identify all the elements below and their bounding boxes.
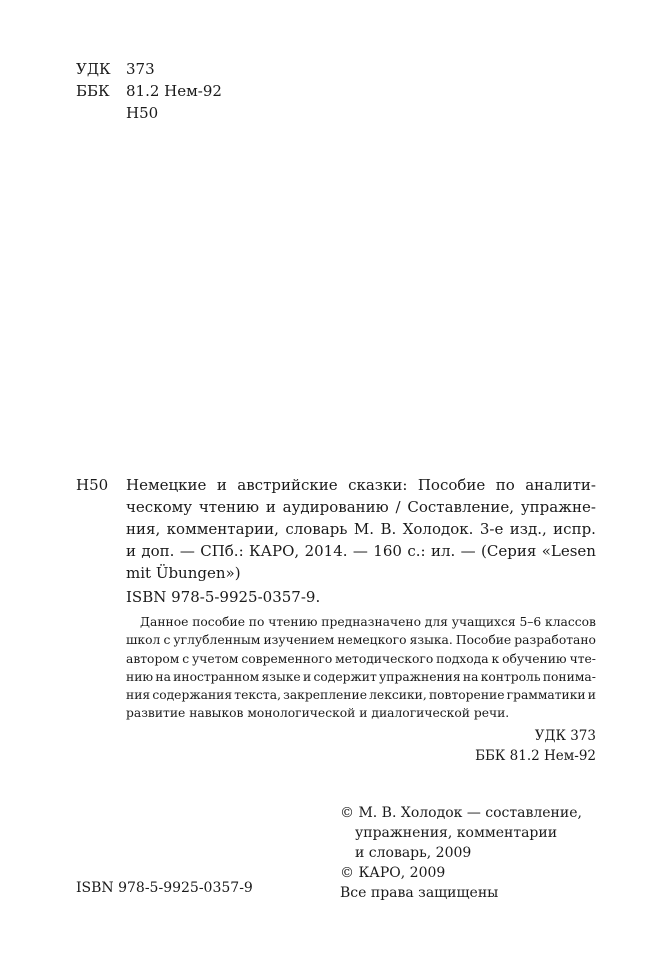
annotation-line <box>126 631 596 649</box>
bib-line <box>126 518 596 540</box>
word: (Серия <box>481 542 537 560</box>
bib-line <box>126 562 596 584</box>
word: ческому <box>126 498 193 516</box>
word: и <box>216 476 227 494</box>
word: Немецкие <box>126 476 207 494</box>
udk-code: УДК 373 <box>534 728 596 744</box>
word: ния <box>126 688 151 703</box>
word: лексики, <box>369 688 427 703</box>
author-mark-row <box>76 102 222 124</box>
word: повторение <box>428 688 505 703</box>
annotation-line <box>126 686 596 704</box>
word: по <box>495 476 515 494</box>
word: Пособие <box>455 633 512 648</box>
word: КАРО, <box>249 542 300 560</box>
word: классов <box>545 615 596 629</box>
word: изд., <box>509 520 547 538</box>
isbn-bottom: ISBN 978-5-9925-0357-9 <box>76 880 253 896</box>
author-mark: Н50 <box>126 104 159 122</box>
word: Холодок. <box>402 520 474 538</box>
word: испр. <box>553 520 596 538</box>
word: с <box>163 633 171 648</box>
annotation-line <box>126 704 596 722</box>
word: сказки: <box>348 476 408 494</box>
bbk-row <box>76 80 222 102</box>
word: комментарии, <box>166 520 279 538</box>
word: контроль <box>480 669 541 684</box>
copyright-line: © КАРО, 2009 <box>340 865 446 881</box>
word: на <box>462 669 479 684</box>
word: аудированию <box>282 498 389 516</box>
word: немецкого <box>337 633 407 648</box>
word: чтению <box>268 615 318 629</box>
word: подхода <box>436 651 489 666</box>
word: с <box>182 651 190 666</box>
word: изучением <box>263 633 335 648</box>
bbk-code: ББК 81.2 Нем-92 <box>475 748 596 764</box>
classification-block <box>76 58 222 124</box>
word: ил. <box>430 542 456 560</box>
word: современного <box>241 651 333 666</box>
word: языка. <box>409 633 453 648</box>
bbk-label: ББК <box>76 82 110 100</box>
word: 5–6 <box>519 615 542 629</box>
word: углубленным <box>173 633 261 648</box>
word: — <box>179 542 195 560</box>
word: австрийские <box>237 476 338 494</box>
copyright-line: Все права защищены <box>340 885 499 901</box>
word: школ <box>126 633 161 648</box>
word: нию <box>126 669 154 684</box>
annotation-line <box>126 668 596 686</box>
copyright-line: упражнения, комментарии <box>355 825 558 841</box>
word: обучению <box>502 651 567 666</box>
bib-line <box>126 474 596 496</box>
word: текста, <box>234 688 281 703</box>
word: 160 <box>373 542 402 560</box>
word: предназначено <box>321 615 421 629</box>
classification-codes-right <box>475 726 596 766</box>
word: разработано <box>514 633 596 648</box>
word: словарь <box>285 520 348 538</box>
word: упражне- <box>520 498 596 516</box>
annotation-line <box>126 650 596 668</box>
bbk-value: 81.2 Нем-92 <box>126 82 222 100</box>
bibliographic-description <box>126 474 596 584</box>
bib-line <box>126 496 596 518</box>
word: аналити- <box>525 476 596 494</box>
word: Пособие <box>417 476 486 494</box>
copyright-line: © М. В. Холодок — составление, <box>340 805 582 821</box>
word: 3-е <box>479 520 504 538</box>
copyright-line: и словарь, 2009 <box>355 845 472 861</box>
annotation-line-text: развитие навыков монологической и диалогической речи. <box>126 706 510 721</box>
bib-line-text: mit Übungen») <box>126 564 241 582</box>
word: языке <box>261 669 301 684</box>
word: закрепление <box>283 688 367 703</box>
word: Составление, <box>407 498 515 516</box>
word: методического <box>335 651 434 666</box>
word: М. <box>353 520 375 538</box>
word: понима- <box>542 669 596 684</box>
annotation <box>126 613 596 723</box>
word: на <box>155 669 171 684</box>
word: и <box>587 688 596 703</box>
word: В. <box>380 520 397 538</box>
word: — <box>460 542 476 560</box>
word: доп. <box>141 542 175 560</box>
word: «Lesen <box>541 542 596 560</box>
word: ния, <box>126 520 161 538</box>
word: учетом <box>192 651 239 666</box>
udk-row <box>76 58 222 80</box>
word: учащихся <box>451 615 516 629</box>
copyright-block <box>340 803 582 903</box>
bib-author-mark: Н50 <box>76 476 109 494</box>
word: к <box>491 651 500 666</box>
word: 2014. <box>304 542 348 560</box>
word: с.: <box>407 542 426 560</box>
word: иностранном <box>173 669 260 684</box>
word: Данное <box>140 615 189 629</box>
udk-value: 373 <box>126 60 155 78</box>
word: чтению <box>198 498 260 516</box>
word: пособие <box>192 615 245 629</box>
word: / <box>395 498 401 516</box>
word: чте- <box>569 651 596 666</box>
word: содержит <box>313 669 377 684</box>
word: грамматики <box>506 688 586 703</box>
annotation-line <box>126 613 596 631</box>
word: автором <box>126 651 180 666</box>
word: содержания <box>152 688 233 703</box>
word: и <box>302 669 312 684</box>
word: для <box>424 615 448 629</box>
udk-label: УДК <box>76 60 111 78</box>
word: и <box>265 498 276 516</box>
bib-line <box>126 540 596 562</box>
word: — <box>352 542 368 560</box>
word: СПб.: <box>200 542 244 560</box>
word: по <box>248 615 265 629</box>
isbn-main: ISBN 978-5-9925-0357-9. <box>126 588 321 606</box>
word: упражнения <box>379 669 461 684</box>
word: и <box>126 542 136 560</box>
